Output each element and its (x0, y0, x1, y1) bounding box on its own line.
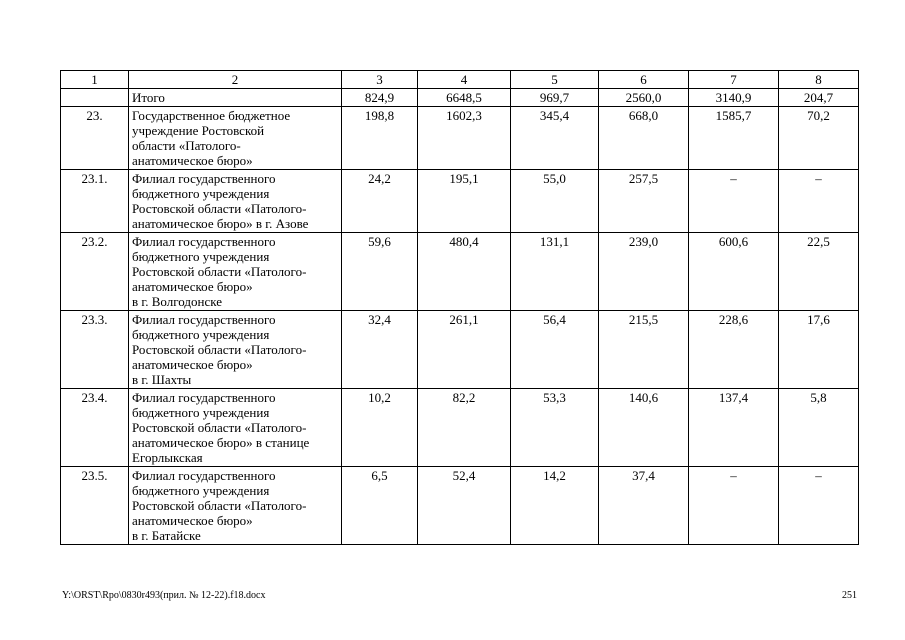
row-number: 23.3. (61, 311, 129, 389)
row-value: 52,4 (418, 467, 511, 545)
row-number: 23.2. (61, 233, 129, 311)
row-name: Филиал государственного бюджетного учреждения Ростовской области «Патолого- анатомическое бюро» в г. Азове (129, 170, 342, 233)
row-value: – (689, 170, 779, 233)
row-value: 22,5 (779, 233, 859, 311)
header-cell: 3 (342, 71, 418, 89)
total-value-cell: 204,7 (779, 89, 859, 107)
row-value: 70,2 (779, 107, 859, 170)
table-row (61, 170, 859, 233)
row-value: – (689, 467, 779, 545)
row-value: 668,0 (599, 107, 689, 170)
row-value: 5,8 (779, 389, 859, 467)
row-value: 10,2 (342, 389, 418, 467)
header-cell: 5 (511, 71, 599, 89)
row-number: 23.4. (61, 389, 129, 467)
row-value: 56,4 (511, 311, 599, 389)
table-row (61, 107, 859, 170)
total-row (61, 89, 859, 107)
header-cell: 4 (418, 71, 511, 89)
row-value: 195,1 (418, 170, 511, 233)
row-value: 82,2 (418, 389, 511, 467)
row-number: 23.5. (61, 467, 129, 545)
row-number: 23.1. (61, 170, 129, 233)
total-label-cell: Итого (129, 89, 342, 107)
table-row (61, 389, 859, 467)
table-row (61, 233, 859, 311)
row-value: – (779, 467, 859, 545)
row-value: 1602,3 (418, 107, 511, 170)
row-name: Филиал государственного бюджетного учреждения Ростовской области «Патолого- анатомическое бюро» в станице Егорлыкская (129, 389, 342, 467)
row-value: 1585,7 (689, 107, 779, 170)
row-value: 137,4 (689, 389, 779, 467)
footer-file-path: Y:\ORST\Rpo\0830r493(прил. № 12-22).f18.docx (62, 590, 266, 601)
table-row (61, 311, 859, 389)
row-number: 23. (61, 107, 129, 170)
total-value-cell: 3140,9 (689, 89, 779, 107)
row-value: 215,5 (599, 311, 689, 389)
header-row (61, 71, 859, 89)
total-value-cell: 2560,0 (599, 89, 689, 107)
row-value: 198,8 (342, 107, 418, 170)
row-value: 345,4 (511, 107, 599, 170)
total-value-cell: 824,9 (342, 89, 418, 107)
row-value: 37,4 (599, 467, 689, 545)
row-value: 140,6 (599, 389, 689, 467)
row-name: Филиал государственного бюджетного учреждения Ростовской области «Патолого- анатомическое бюро» в г. Волгодонске (129, 233, 342, 311)
header-cell: 2 (129, 71, 342, 89)
row-value: 14,2 (511, 467, 599, 545)
row-value: – (779, 170, 859, 233)
header-cell: 1 (61, 71, 129, 89)
row-value: 53,3 (511, 389, 599, 467)
total-value-cell: 969,7 (511, 89, 599, 107)
data-table (60, 70, 859, 545)
row-value: 480,4 (418, 233, 511, 311)
row-value: 24,2 (342, 170, 418, 233)
header-cell: 7 (689, 71, 779, 89)
row-name: Филиал государственного бюджетного учреждения Ростовской области «Патолого- анатомическое бюро» в г. Батайске (129, 467, 342, 545)
row-value: 55,0 (511, 170, 599, 233)
row-value: 6,5 (342, 467, 418, 545)
row-value: 600,6 (689, 233, 779, 311)
row-value: 17,6 (779, 311, 859, 389)
row-value: 32,4 (342, 311, 418, 389)
total-value-cell: 6648,5 (418, 89, 511, 107)
page-number: 251 (842, 590, 857, 601)
total-num-cell (61, 89, 129, 107)
row-value: 261,1 (418, 311, 511, 389)
header-cell: 6 (599, 71, 689, 89)
row-value: 59,6 (342, 233, 418, 311)
table-row (61, 467, 859, 545)
row-value: 239,0 (599, 233, 689, 311)
row-value: 257,5 (599, 170, 689, 233)
row-value: 228,6 (689, 311, 779, 389)
row-value: 131,1 (511, 233, 599, 311)
row-name: Государственное бюджетное учреждение Ростовской области «Патолого- анатомическое бюро» (129, 107, 342, 170)
row-name: Филиал государственного бюджетного учреждения Ростовской области «Патолого- анатомическое бюро» в г. Шахты (129, 311, 342, 389)
header-cell: 8 (779, 71, 859, 89)
